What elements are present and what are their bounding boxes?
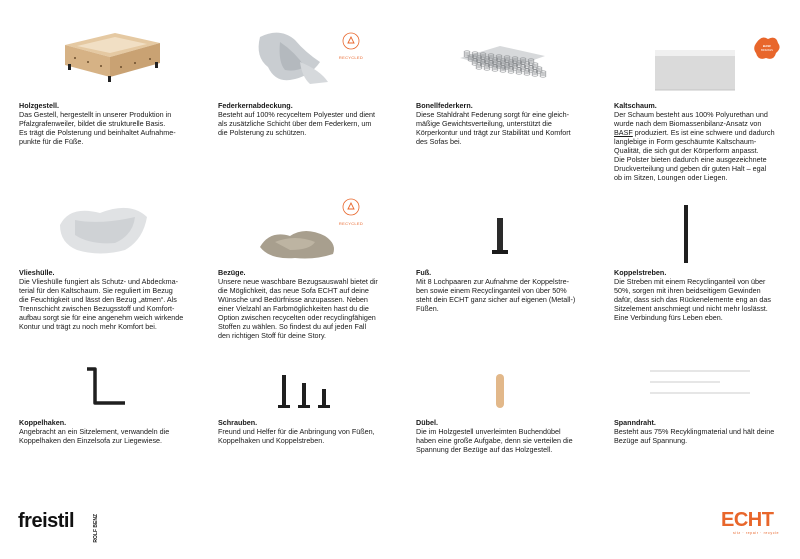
item-vlieshuelle	[19, 268, 191, 331]
item-koppelstreben	[614, 268, 786, 322]
item-title: Vlieshülle.	[19, 268, 55, 277]
item-title: Bezüge.	[218, 268, 246, 277]
basf-link[interactable]: BASF	[614, 128, 633, 137]
coupling-hook-image	[75, 365, 135, 410]
fabric-cover-image	[255, 222, 340, 262]
basf-biomass-badge-icon	[752, 34, 782, 62]
item-desc: Angebracht an ein Sitzelement, verwandeln die Koppelhaken den Einzelsofa zur Liegewiese.	[19, 427, 170, 445]
recycle-icon	[342, 198, 360, 216]
svg-text:BASF: BASF	[762, 44, 772, 48]
tension-wire-image	[645, 368, 755, 398]
recycled-badge	[333, 198, 369, 226]
item-desc: Das Gestell, hergestellt in unserer Produktion in Pfalzgrafenweiler, bildet die strukturelle Basis. Es trägt die Polsterung und beinhaltet Aufnahme- punkte für die Füße.	[19, 110, 176, 146]
item-title: Federkernabdeckung.	[218, 101, 293, 110]
item-holzgestell	[19, 101, 191, 146]
item-title: Spanndraht.	[614, 418, 656, 427]
item-federkernabdeckung	[218, 101, 390, 137]
foot-image	[490, 218, 510, 260]
recycled-badge	[333, 32, 369, 60]
item-title: Holzgestell.	[19, 101, 59, 110]
desc-part: Der Schaum besteht aus 100% Polyurethan und wurde nach dem Biomassenbilanz-Ansatz von	[614, 110, 768, 128]
item-bezuege	[218, 268, 390, 340]
svg-text:BIOMASS: BIOMASS	[761, 49, 773, 52]
item-desc: Mit 8 Lochpaaren zur Aufnahme der Koppelstre- ben sowie einem Recyclinganteil von über 50% steht dein ECHT ganz sicher auf eigenen (Metall-) Füßen.	[416, 277, 576, 313]
rolf-benz-logo: ROLF BENZ	[93, 514, 99, 543]
bonnell-spring-image	[455, 40, 550, 80]
item-title: Schrauben.	[218, 418, 258, 427]
item-fuss	[416, 268, 588, 313]
item-kaltschaum	[614, 101, 786, 182]
freistil-logo: freistil	[18, 510, 75, 532]
screws-image	[268, 373, 338, 413]
item-desc: Die im Holzgestell unverleimten Buchendübel haben eine große Aufgabe, denn sie verteilen die Spannung der Bezüge auf das Holzgestell.	[416, 427, 573, 454]
item-spanndraht	[614, 418, 786, 445]
coupling-strut-image	[680, 205, 692, 265]
item-desc: Die Vlieshülle fungiert als Schutz- und Abdeckma- terial für den Kaltschaum. Sie reguliert im Bezug die Feuchtigkeit und lässt den Bezug „atmen“. Als Trennschicht zwischen Bezugsstoff und Komfort- aufbau sorgt sie für eine angenehm weich wirkende Kontur und trägt zu noch mehr Komfort bei.	[19, 277, 184, 331]
recycle-icon	[342, 32, 360, 50]
item-koppelhaken	[19, 418, 191, 445]
item-title: Bonellfederkern.	[416, 101, 473, 110]
item-title: Kaltschaum.	[614, 101, 657, 110]
item-title: Fuß.	[416, 268, 432, 277]
item-desc: Diese Stahldraht Federung sorgt für eine gleich- mäßige Gewichtsverteilung, unterstützt die Körperkontur und trägt zur Stabilität und Komfort des Sofas bei.	[416, 110, 571, 146]
item-title: Koppelstreben.	[614, 268, 667, 277]
desc-part: produziert. Es ist eine schwere und dadurch langlebige in Form geschäumte Kaltschaum- Qualität, die sich gut der Körperform anpasst. Die Polster bieten dadurch eine ausgezeichnete Druckverteilung und geben dir guten Halt – egal ob im Sitzen, Loungen oder Liegen.	[614, 128, 775, 182]
item-desc: Besteht aus 75% Recyklingmaterial und hält deine Bezüge auf Spannung.	[614, 427, 775, 445]
item-desc: Freund und Helfer für die Anbringung von Füßen, Koppelhaken und Koppelstreben.	[218, 427, 375, 445]
item-title: Dübel.	[416, 418, 438, 427]
echt-logo: ECHT	[721, 509, 774, 531]
dowel-image	[492, 372, 508, 410]
echt-tagline: sitz · repair · recycle	[733, 531, 780, 535]
recycled-label: RECYCLED	[338, 221, 364, 226]
spring-cover-fabric-image	[250, 22, 340, 87]
item-desc	[614, 110, 786, 182]
fleece-cover-image	[55, 195, 155, 260]
wooden-frame-image	[55, 15, 165, 85]
item-schrauben	[218, 418, 390, 445]
cold-foam-block-image	[650, 38, 740, 98]
item-duebel	[416, 418, 588, 454]
item-title: Koppelhaken.	[19, 418, 67, 427]
item-bonellfederkern	[416, 101, 588, 146]
recycled-label: RECYCLED	[338, 55, 364, 60]
item-desc: Unsere neue waschbare Bezugsauswahl bietet dir die Möglichkeit, das neue Sofa ECHT auf deine Wünsche und Bedürfnisse anzupassen. Neben einer Vielzahl an Farbmöglichkeiten hast du die Option zwischen recycelten oder recyclingfähigen Stoffen zu wählen. So findest du auf jeden Fall den richtigen Stoff für deine Story.	[218, 277, 378, 340]
item-desc: Die Streben mit einem Recyclinganteil von über 50%, sorgen mit ihren beidseitigem Gewinden dafür, dass sich das Rückenelemente eng an das Sitzelement anschmiegt und nicht mehr loslässt. Eine Verbindung fürs Leben eben.	[614, 277, 772, 322]
item-desc: Besteht auf 100% recyceltem Polyester und dient als zusätzliche Schicht über dem Federkern, um die Polsterung zu schützen.	[218, 110, 376, 137]
